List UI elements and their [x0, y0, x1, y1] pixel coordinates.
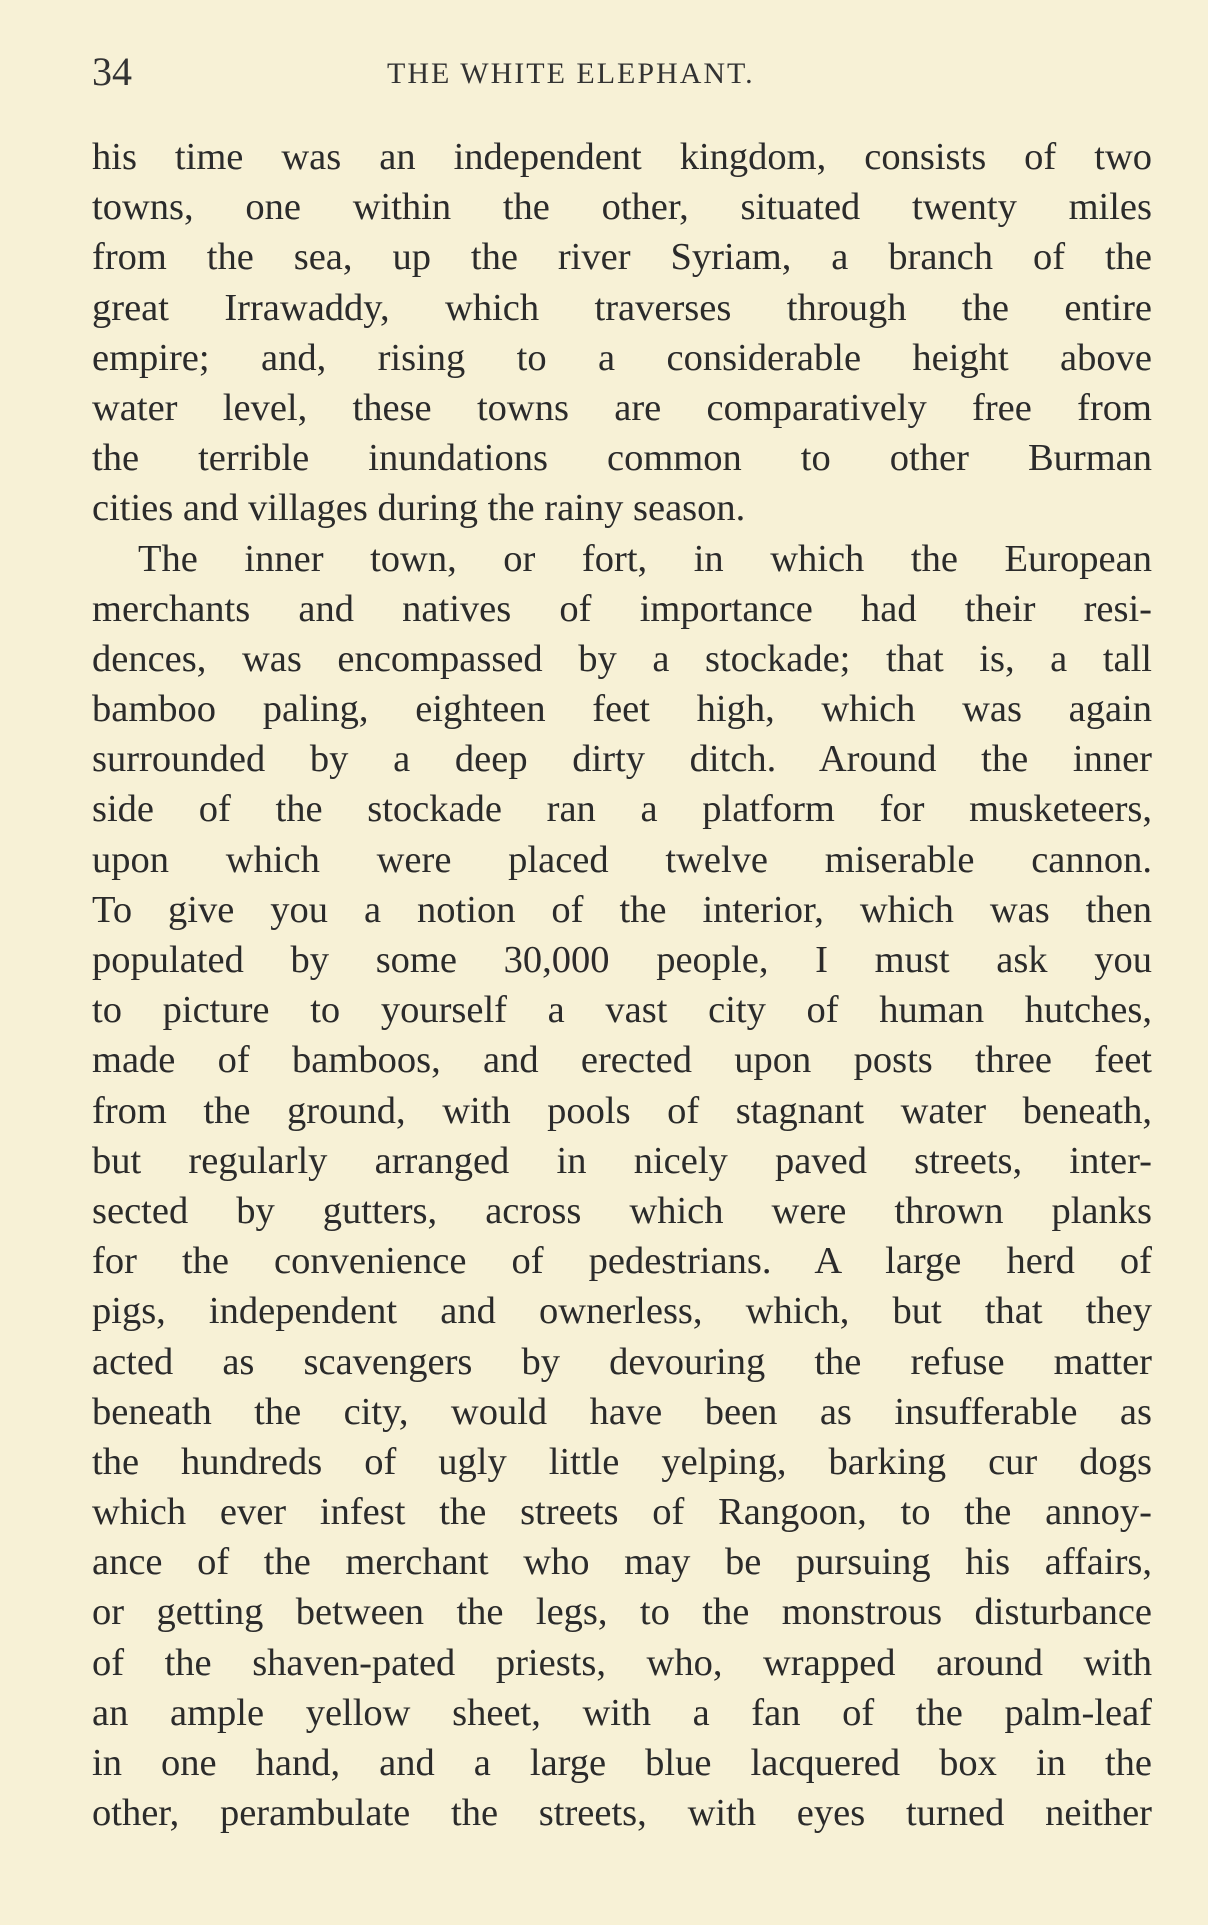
text-line: made of bamboos, and erected upon posts three feet [92, 1039, 1152, 1082]
text-line: To give you a notion of the interior, which was then [92, 888, 1152, 931]
text-line: sected by gutters, across which were thrown planks [92, 1189, 1152, 1232]
text-line: an ample yellow sheet, with a fan of the palm-leaf [92, 1691, 1152, 1734]
text-line: which ever infest the streets of Rangoon, to the annoy- [92, 1491, 1152, 1534]
running-title: THE WHITE ELEPHANT. [387, 57, 755, 90]
text-line: in one hand, and a large blue lacquered box in the [92, 1742, 1152, 1784]
text-line: towns, one within the other, situated twenty miles [92, 186, 1152, 229]
text-line: side of the stockade ran a platform for musketeers, [92, 788, 1152, 831]
text-line: upon which were placed twelve miserable cannon. [92, 838, 1152, 881]
body-text [92, 132, 1152, 1838]
text-line: his time was an independent kingdom, consists of two [92, 136, 1152, 178]
text-line: great Irrawaddy, which traverses through the entire [92, 286, 1152, 329]
text-line: or getting between the legs, to the monstrous disturbance [92, 1591, 1152, 1634]
text-line: the terrible inundations common to other Burman [92, 437, 1152, 480]
text-line: bamboo paling, eighteen feet high, which was again [92, 688, 1152, 731]
running-head [92, 44, 1152, 104]
text-line: the hundreds of ugly little yelping, barking cur dogs [92, 1440, 1152, 1483]
text-line: populated by some 30,000 people, I must ask you [92, 939, 1152, 981]
text-line: other, perambulate the streets, with eyes turned neither [92, 1792, 1152, 1835]
text-line: from the sea, up the river Syriam, a branch of the [92, 236, 1152, 279]
text-line: acted as scavengers by devouring the refuse matter [92, 1340, 1152, 1383]
text-line: dences, was encompassed by a stockade; that is, a tall [92, 637, 1152, 680]
text-line: of the shaven-pated priests, who, wrapped around with [92, 1641, 1152, 1684]
page-number: 34 [92, 49, 132, 94]
text-line: to picture to yourself a vast city of human hutches, [92, 989, 1152, 1032]
text-line: ance of the merchant who may be pursuing his affairs, [92, 1541, 1152, 1584]
text-line: for the convenience of pedestrians. A large herd of [92, 1240, 1152, 1283]
text-line: empire; and, rising to a considerable height above [92, 336, 1152, 379]
text-line: merchants and natives of importance had their resi- [92, 587, 1152, 630]
text-line: but regularly arranged in nicely paved streets, inter- [92, 1139, 1152, 1182]
paragraph-end-line: cities and villages during the rainy season. [92, 487, 746, 530]
text-line: beneath the city, would have been as insufferable as [92, 1390, 1152, 1433]
text-line: water level, these towns are comparatively free from [92, 386, 1152, 429]
paragraph-start-line: The inner town, or fort, in which the European [138, 537, 1152, 580]
text-line: pigs, independent and ownerless, which, but that they [92, 1290, 1152, 1333]
text-line: surrounded by a deep dirty ditch. Around the inner [92, 738, 1152, 781]
text-line: from the ground, with pools of stagnant water beneath, [92, 1089, 1152, 1132]
